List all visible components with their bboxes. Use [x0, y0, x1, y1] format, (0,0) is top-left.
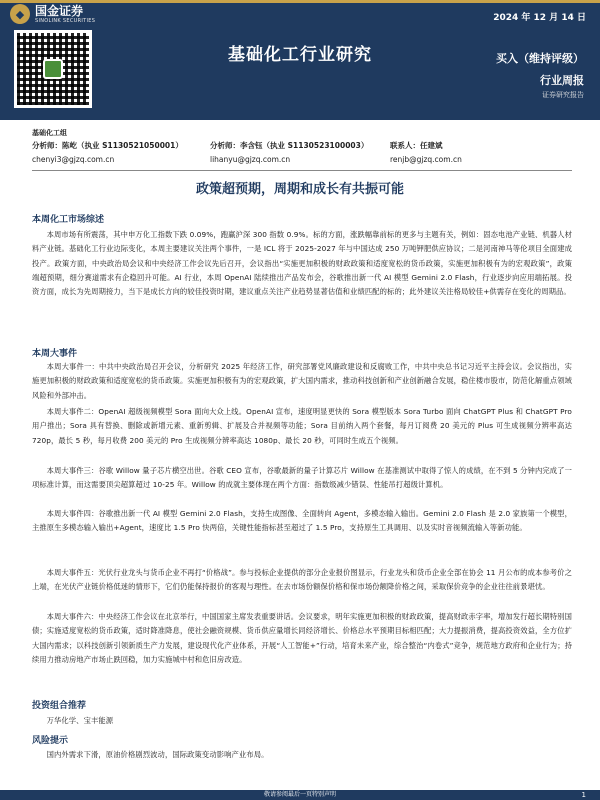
section-heading-portfolio: 投资组合推荐	[32, 701, 87, 711]
logo-emblem-icon: ◆	[10, 4, 30, 24]
risk-text: 国内外需求下滑，原油价格剧烈波动，国际政策变动影响产业布局。	[46, 750, 269, 759]
rating-label: 买入（维持评级）	[496, 52, 584, 65]
event-item: 本周大事件五：光伏行业龙头与货币企业不再打“价格战”。参与投标企业提供的部分企业报价图显示，行业龙头和货币企业全部在协会 11 月公布的成本参考价之上端，在光伏产业链价格低迷的情形下，它们仍能保持报价的客观与理性。在去市场份额保价格和保市场份额降价格之间，采取保价竞争的企业往往前景堪忧。	[32, 568, 572, 592]
company-logo	[10, 4, 95, 24]
event-item: 本周大事件二：OpenAI 超级视频模型 Sora 面向大众上线。OpenAI 宣布，速度明显更快的 Sora 模型版本 Sora Turbo 面向 ChatGPT Plus 和 ChatGPT Pro 用户推出；Sora 具有替换、删除或新增元素、重新剪辑、扩展及合并视频等功能；Sora 目前纳入两个套餐，每月订阅费 20 美元的 Plus 可生成视频分辨率高达 720p，最长 5 秒，每月收费 200 美元的 Pro 生成视频分辨率高达 1080p、最长 20 秒，可同时生成五个视频。	[32, 407, 572, 445]
analyst-group: 基础化工组	[32, 129, 67, 137]
logo-name-cn: 国金证券	[35, 3, 84, 18]
analyst-item	[32, 140, 183, 164]
event-item: 本周大事件四：谷歌推出新一代 AI 模型 Gemini 2.0 Flash，支持生成图像、全面转向 Agent，多模态输入输出。Gemini 2.0 Flash 是 2.0 家族第一个模型，主推原生多模态输入输出+Agent，速度比 1.5 Pro 快两倍，关键性能指标甚至超过了 1.5 Pro，支持原生工具调用、以及实时音视频流输入等新功能。	[32, 509, 572, 533]
analyst-email[interactable]: lihanyu@gjzq.com.cn	[210, 155, 291, 164]
section-heading-market: 本周化工市场综述	[32, 215, 105, 225]
section-heading-events: 本周大事件	[32, 349, 78, 359]
logo-name-en: SINOLINK SECURITIES	[35, 17, 96, 24]
banner-accent-stripe	[0, 0, 600, 3]
section-heading-risk: 风险提示	[32, 736, 69, 746]
page-title: 基础化工行业研究	[228, 45, 372, 65]
page-number: 1	[581, 791, 586, 799]
analyst-email[interactable]: chenyi3@gjzq.com.cn	[32, 155, 115, 164]
analyst-name: 分析师：李含钰（执业 S1130523100003）	[210, 141, 369, 150]
analyst-item	[210, 140, 368, 164]
market-summary-text: 本周市场有所震荡，其中申万化工指数下跌 0.09%，跑赢沪深 300 指数 0.9%。标的方面，涨跌幅靠前标的更多与主题有关，例如：固态电池产业链、机器人材料产业链。基础化工行业边际变化，本周主要建议关注两个事件，一是 ICL 将于 2025-2027 年与中国达成 250 万吨钾肥供应协议；二是河南神马等伦项目全面建成投产。政策方面，中央政治局会议和中央经济工作会议先后召开，会议指出“实施更加积极的财政政策和适度宽松的货币政策，实施更加积极有为的宏观政策”，政策端超预期，细分赛道需求有企稳回升可能。AI 行业，本周 OpenAI 陆续推出产品发布会，谷歌推出新一代 AI 模型 Gemini 2.0 Flash，行业逐步向应用端拓展。投资方面，成长为先周期接力，当下是成长方向的较佳投资时期，建议重点关注产业趋势显著估值和业绩匹配的标的；此外建议关注格局较佳+供需存在变化的周期品。	[32, 230, 572, 297]
report-type: 证券研究报告	[542, 91, 584, 99]
event-item: 本周大事件三：谷歌 Willow 量子芯片横空出世。谷歌 CEO 宣布，谷歌最新的量子计算芯片 Willow 在基准测试中取得了惊人的成绩，在不到 5 分钟内完成了一项标准计算，而这需要顶尖超算超过 10-25 年。Willow 的成就主要体现在两个方面：指数级减少错误、性能吊打超级计算机。	[32, 466, 572, 490]
header-banner	[0, 0, 600, 120]
footer-disclaimer: 敬请参阅最后一页特别声明	[263, 791, 336, 798]
section-divider	[32, 170, 572, 171]
analyst-name: 分析师：陈屹（执业 S1130521050001）	[32, 141, 183, 150]
event-item: 本周大事件一：中共中央政治局召开会议，分析研究 2025 年经济工作，研究部署党风廉政建设和反腐败工作，中共中央总书记习近平主持会议。会议指出，实施更加积极的财政政策和适度宽松的货币政策。实施更加积极有为的宏观政策，扩大国内需求，推动科技创新和产业创新融合发展，稳住楼市股市，防范化解重点领域风险和外部冲击。	[32, 362, 572, 400]
report-kind: 行业周报	[540, 74, 584, 87]
portfolio-text: 万华化学、宝丰能源	[46, 716, 114, 725]
event-item: 本周大事件六：中央经济工作会议在北京举行，中国国家主席发表重要讲话。会议要求，明年实施更加积极的财政政策，提高财政赤字率，增加发行超长期特别国债；实施适度宽松的货币政策，适时降准降息，使社会融资规模、货币供应量增长同经济增长、价格总水平预期目标相匹配；大力提振消费，提高投资效益，全方位扩大国内需求；以科技创新引领新质生产力发展，建设现代化产业体系，开展“人工智能+”行动，培育未来产业，综合整治“内卷式”竞争，规范地方政府和企业行为；持续用力推动房地产市场止跌回稳，加力实施城中村和危旧房改造。	[32, 612, 572, 664]
report-headline: 政策超预期，周期和成长有共振可能	[195, 182, 404, 197]
report-date: 2024 年 12 月 14 日	[493, 13, 586, 23]
analyst-email[interactable]: renjb@gjzq.com.cn	[390, 155, 462, 164]
analyst-item	[390, 140, 462, 164]
analyst-name: 联系人：任建斌	[390, 141, 443, 150]
